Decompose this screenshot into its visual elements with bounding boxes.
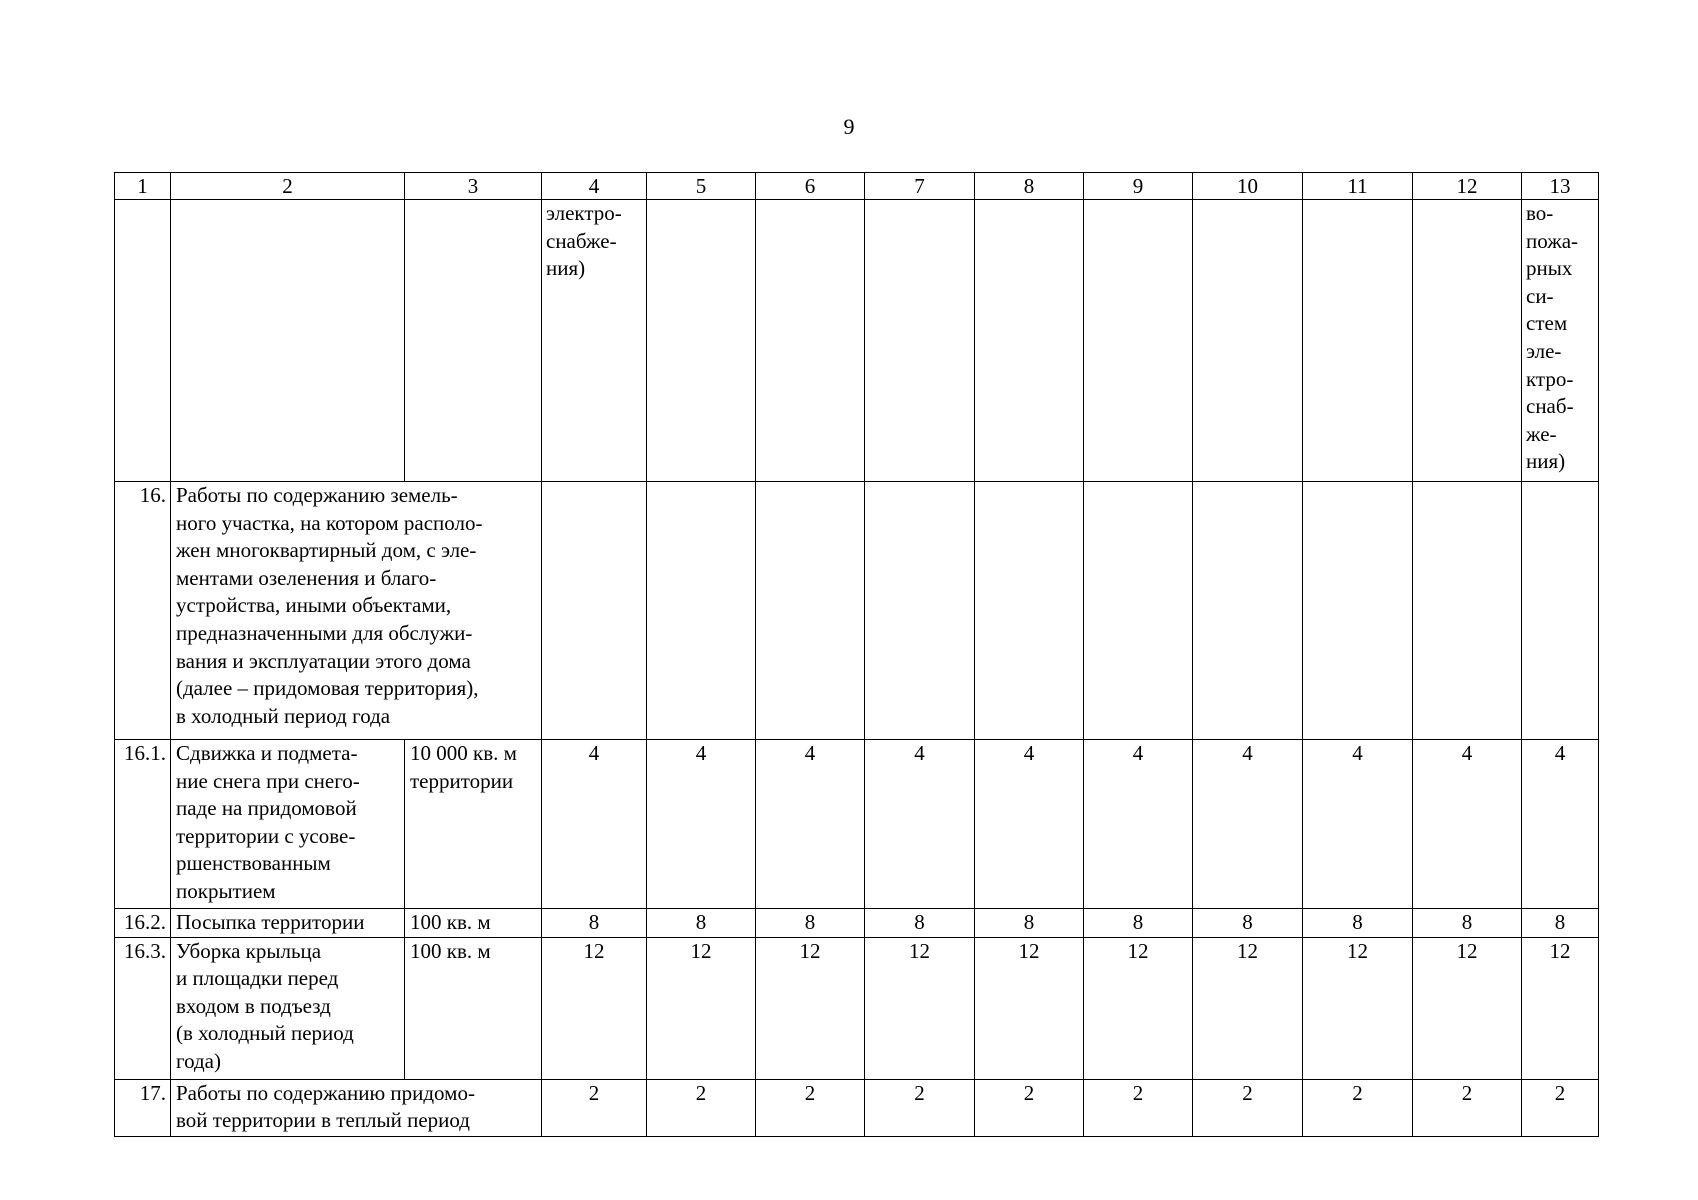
- value-cell: 8: [865, 909, 975, 938]
- table-cell: [1193, 482, 1303, 740]
- value-cell: 8: [542, 909, 647, 938]
- table-row: [115, 482, 1599, 740]
- row-name: Уборка крыльца и площадки перед входом в подъезд (в холодный период года): [171, 937, 405, 1079]
- value-cell: 2: [542, 1079, 647, 1136]
- value-cell: 8: [1193, 909, 1303, 938]
- column-header: 9: [1084, 173, 1193, 200]
- value-cell: 2: [756, 1079, 865, 1136]
- table-cell: [1193, 200, 1303, 482]
- row-number: 16.1.: [115, 740, 171, 909]
- table-cell: [171, 200, 405, 482]
- table-cell: [975, 482, 1084, 740]
- value-cell: 8: [1522, 909, 1599, 938]
- value-cell: 12: [542, 937, 647, 1079]
- table-cell: [1413, 200, 1522, 482]
- value-cell: 4: [1193, 740, 1303, 909]
- column-header: 12: [1413, 173, 1522, 200]
- table-cell: [1084, 200, 1193, 482]
- row-number: 16.: [115, 482, 171, 740]
- table-cell: [865, 482, 975, 740]
- table-cell: [542, 482, 647, 740]
- value-cell: 8: [1084, 909, 1193, 938]
- column-header: 3: [405, 173, 542, 200]
- value-cell: 8: [975, 909, 1084, 938]
- table-cell: [1413, 482, 1522, 740]
- value-cell: 2: [975, 1079, 1084, 1136]
- value-cell: 12: [865, 937, 975, 1079]
- table-row: [115, 1079, 1599, 1136]
- row-unit: 100 кв. м: [405, 909, 542, 938]
- value-cell: 4: [647, 740, 756, 909]
- table-cell: [647, 482, 756, 740]
- value-cell: 4: [865, 740, 975, 909]
- row-number: 16.2.: [115, 909, 171, 938]
- value-cell: 12: [756, 937, 865, 1079]
- table-row: [115, 909, 1599, 938]
- value-cell: 12: [647, 937, 756, 1079]
- column-header: 10: [1193, 173, 1303, 200]
- row-name: Посыпка территории: [171, 909, 405, 938]
- table-cell: [1303, 200, 1413, 482]
- table-row: [115, 937, 1599, 1079]
- value-cell: 8: [1413, 909, 1522, 938]
- value-cell: 4: [975, 740, 1084, 909]
- value-cell: 12: [1193, 937, 1303, 1079]
- table-cell: [756, 200, 865, 482]
- value-cell: 2: [865, 1079, 975, 1136]
- value-cell: 12: [1413, 937, 1522, 1079]
- table-cell: [1084, 482, 1193, 740]
- value-cell: 2: [1193, 1079, 1303, 1136]
- row-number: 17.: [115, 1079, 171, 1136]
- value-cell: 4: [1413, 740, 1522, 909]
- column-header: 6: [756, 173, 865, 200]
- table-cell: [115, 200, 171, 482]
- row-name: Работы по содержанию придомо- вой территории в теплый период: [171, 1079, 542, 1136]
- column-header: 4: [542, 173, 647, 200]
- continuation-row: [115, 200, 1599, 482]
- value-cell: 4: [1303, 740, 1413, 909]
- column-header-row: [115, 173, 1599, 200]
- table-cell: [865, 200, 975, 482]
- table-cell: [756, 482, 865, 740]
- value-cell: 8: [647, 909, 756, 938]
- value-cell: 2: [1084, 1079, 1193, 1136]
- column-header: 2: [171, 173, 405, 200]
- value-cell: 2: [647, 1079, 756, 1136]
- table-cell: электро- снабже- ния): [542, 200, 647, 482]
- value-cell: 12: [1522, 937, 1599, 1079]
- value-cell: 12: [975, 937, 1084, 1079]
- value-cell: 4: [1084, 740, 1193, 909]
- row-name: Работы по содержанию земель- ного участка, на котором располо- жен многоквартирный дом, с эле- ментами озеленения и благо- устройства, иными объектами, предназначенными для обслужи- вания и эксплуатации этого дома (далее – придомовая территория), в холодный период года: [171, 482, 542, 740]
- table-cell: [975, 200, 1084, 482]
- row-unit: 10 000 кв. м территории: [405, 740, 542, 909]
- data-table: [114, 172, 1599, 1137]
- value-cell: 4: [542, 740, 647, 909]
- table-cell: [1522, 482, 1599, 740]
- column-header: 5: [647, 173, 756, 200]
- page-number: 9: [843, 114, 855, 139]
- column-header: 1: [115, 173, 171, 200]
- value-cell: 12: [1303, 937, 1413, 1079]
- table-cell: [647, 200, 756, 482]
- value-cell: 4: [756, 740, 865, 909]
- column-header: 13: [1522, 173, 1599, 200]
- column-header: 7: [865, 173, 975, 200]
- row-number: 16.3.: [115, 937, 171, 1079]
- value-cell: 8: [1303, 909, 1413, 938]
- value-cell: 2: [1522, 1079, 1599, 1136]
- value-cell: 2: [1413, 1079, 1522, 1136]
- value-cell: 12: [1084, 937, 1193, 1079]
- column-header: 8: [975, 173, 1084, 200]
- row-name: Сдвижка и подмета- ние снега при снего- паде на придомовой территории с усове- ршенствованным покрытием: [171, 740, 405, 909]
- row-unit: 100 кв. м: [405, 937, 542, 1079]
- table-cell: [405, 200, 542, 482]
- table-row: [115, 740, 1599, 909]
- value-cell: 4: [1522, 740, 1599, 909]
- column-header: 11: [1303, 173, 1413, 200]
- table-cell: во- пожа- рных си- стем эле- ктро- снаб- же- ния): [1522, 200, 1599, 482]
- value-cell: 2: [1303, 1079, 1413, 1136]
- table-cell: [1303, 482, 1413, 740]
- value-cell: 8: [756, 909, 865, 938]
